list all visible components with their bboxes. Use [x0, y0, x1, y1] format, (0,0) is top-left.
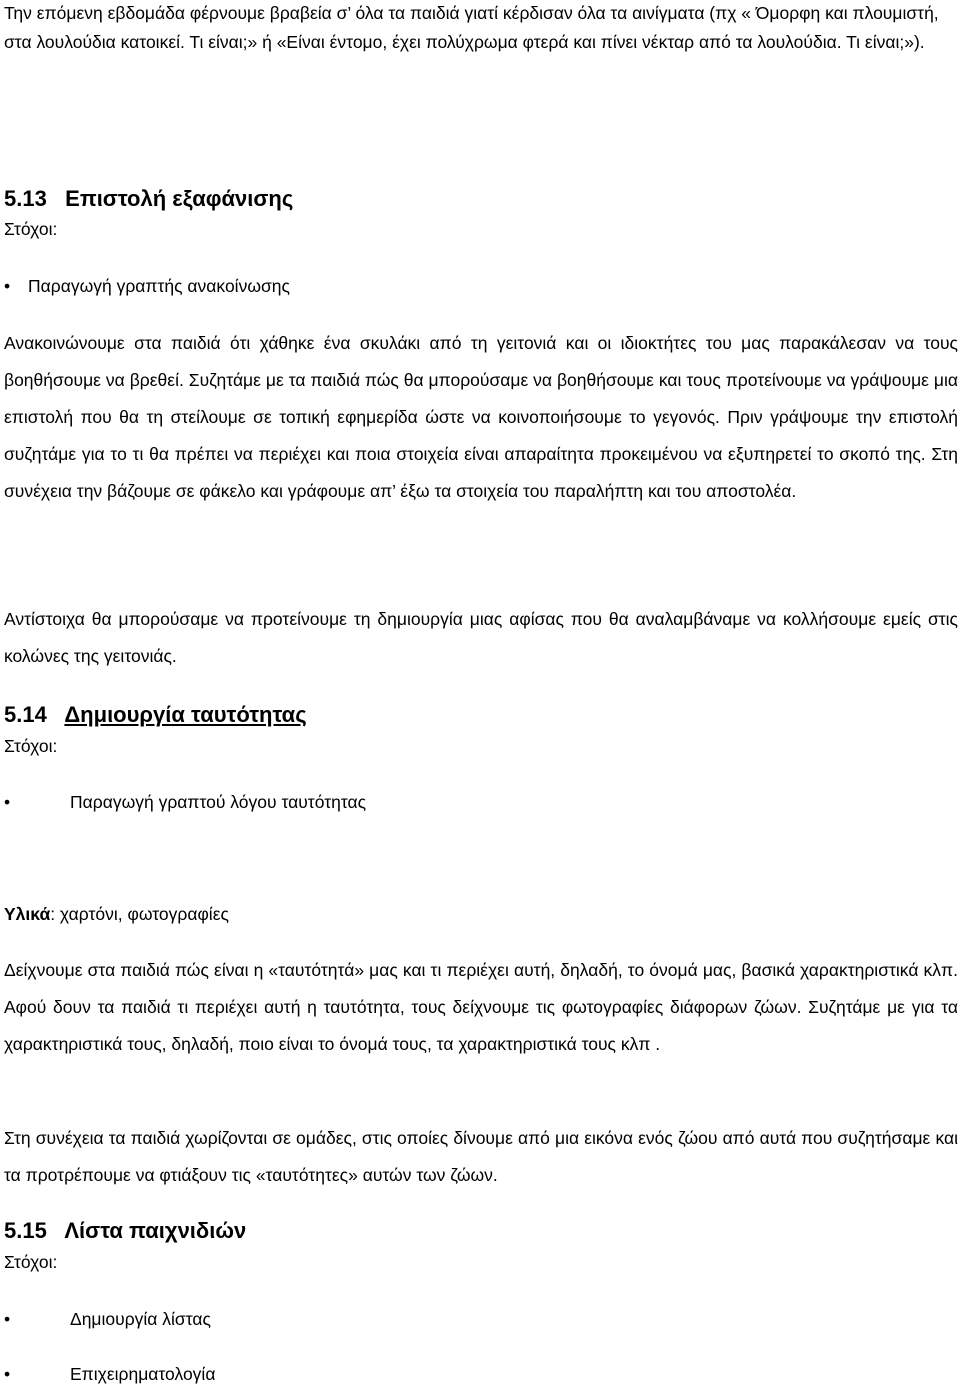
section-number: 5.15	[4, 1218, 47, 1243]
bullet-text: Δημιουργία λίστας	[70, 1309, 211, 1329]
bullet-icon: •	[4, 276, 11, 296]
section-number: 5.13	[4, 186, 47, 211]
section-title: Επιστολή εξαφάνισης	[65, 186, 294, 211]
materials-line	[4, 900, 958, 928]
bullet-item	[4, 272, 290, 300]
goals-label: Στόχοι:	[4, 736, 58, 756]
section-5-14-heading	[4, 700, 958, 730]
section-number: 5.14	[4, 702, 47, 727]
section-5-14-paragraph-2: Στη συνέχεια τα παιδιά χωρίζονται σε ομάδες, στις οποίες δίνουμε από μια εικόνα ενός ζώου από αυτά που συζητήσαμε και τα προτρέπουμε να φτιάξουν τις «ταυτότητες» αυτών των ζώων.	[4, 1128, 958, 1185]
materials-label: Υλικά	[4, 904, 51, 924]
intro-paragraph: Την επόμενη εβδομάδα φέρνουμε βραβεία σ’ όλα τα παιδιά γιατί κέρδισαν όλα τα αινίγματα (πχ « Όμορφη και πλουμιστή, στα λουλούδια κατοικεί. Τι είναι;» ή «Είναι έντομο, έχει πολύχρωμα φτερά και πίνει νέκταρ από τα λουλούδια. Τι είναι;»).	[4, 3, 939, 52]
goals-label: Στόχοι:	[4, 1252, 58, 1272]
section-title: Δημιουργία ταυτότητας	[64, 702, 307, 727]
section-5-15-heading	[4, 1216, 958, 1246]
goals-label: Στόχοι:	[4, 219, 58, 239]
bullet-icon: •	[4, 792, 11, 812]
bullet-item	[4, 1305, 211, 1333]
bullet-text: Επιχειρηματολογία	[70, 1364, 216, 1384]
bullet-icon: •	[4, 1364, 11, 1384]
section-title: Λίστα παιχνιδιών	[64, 1218, 247, 1243]
bullet-item	[4, 1360, 215, 1388]
bullet-icon: •	[4, 1309, 11, 1329]
materials-text: : χαρτόνι, φωτογραφίες	[50, 904, 229, 924]
bullet-item	[4, 788, 366, 816]
section-5-13-paragraph-2: Αντίστοιχα θα μπορούσαμε να προτείνουμε τη δημιουργία μιας αφίσας που θα αναλαμβάναμε να κολλήσουμε εμείς στις κολώνες της γειτονιάς.	[4, 609, 958, 666]
bullet-text: Παραγωγή γραπτής ανακοίνωσης	[28, 276, 290, 296]
section-5-13-paragraph-1: Ανακοινώνουμε στα παιδιά ότι χάθηκε ένα σκυλάκι από τη γειτονιά και οι ιδιοκτήτες του μας παρακάλεσαν να τους βοηθήσουμε να βρεθεί. Συζητάμε με τα παιδιά πώς θα μπορούσαμε να βοηθήσουμε και τους προτείνουμε να γράψουμε μια επιστολή που θα τη στείλουμε σε τοπική εφημερίδα ώστε να κοινοποιήσουμε το γεγονός. Πριν γράψουμε την επιστολή συζητάμε για το τι θα πρέπει να περιέχει και ποια στοιχεία είναι απαραίτητα προκειμένου να εξυπηρετεί το σκοπό της. Στη συνέχεια την βάζουμε σε φάκελο και γράφουμε απ’ έξω τα στοιχεία του παραλήπτη και του αποστολέα.	[4, 333, 958, 501]
section-5-14-paragraph-1: Δείχνουμε στα παιδιά πώς είναι η «ταυτότητά» μας και τι περιέχει αυτή, δηλαδή, το όνομά μας, βασικά χαρακτηριστικά κλπ. Αφού δουν τα παιδιά τι περιέχει αυτή η ταυτότητα, τους δείχνουμε τις φωτογραφίες διάφορων ζώων. Συζητάμε με για τα χαρακτηριστικά τους, δηλαδή, ποιο είναι το όνομά τους, τα χαρακτηριστικά τους κλπ .	[4, 960, 958, 1054]
section-5-13-heading	[4, 184, 958, 214]
bullet-text: Παραγωγή γραπτού λόγου ταυτότητας	[70, 792, 367, 812]
